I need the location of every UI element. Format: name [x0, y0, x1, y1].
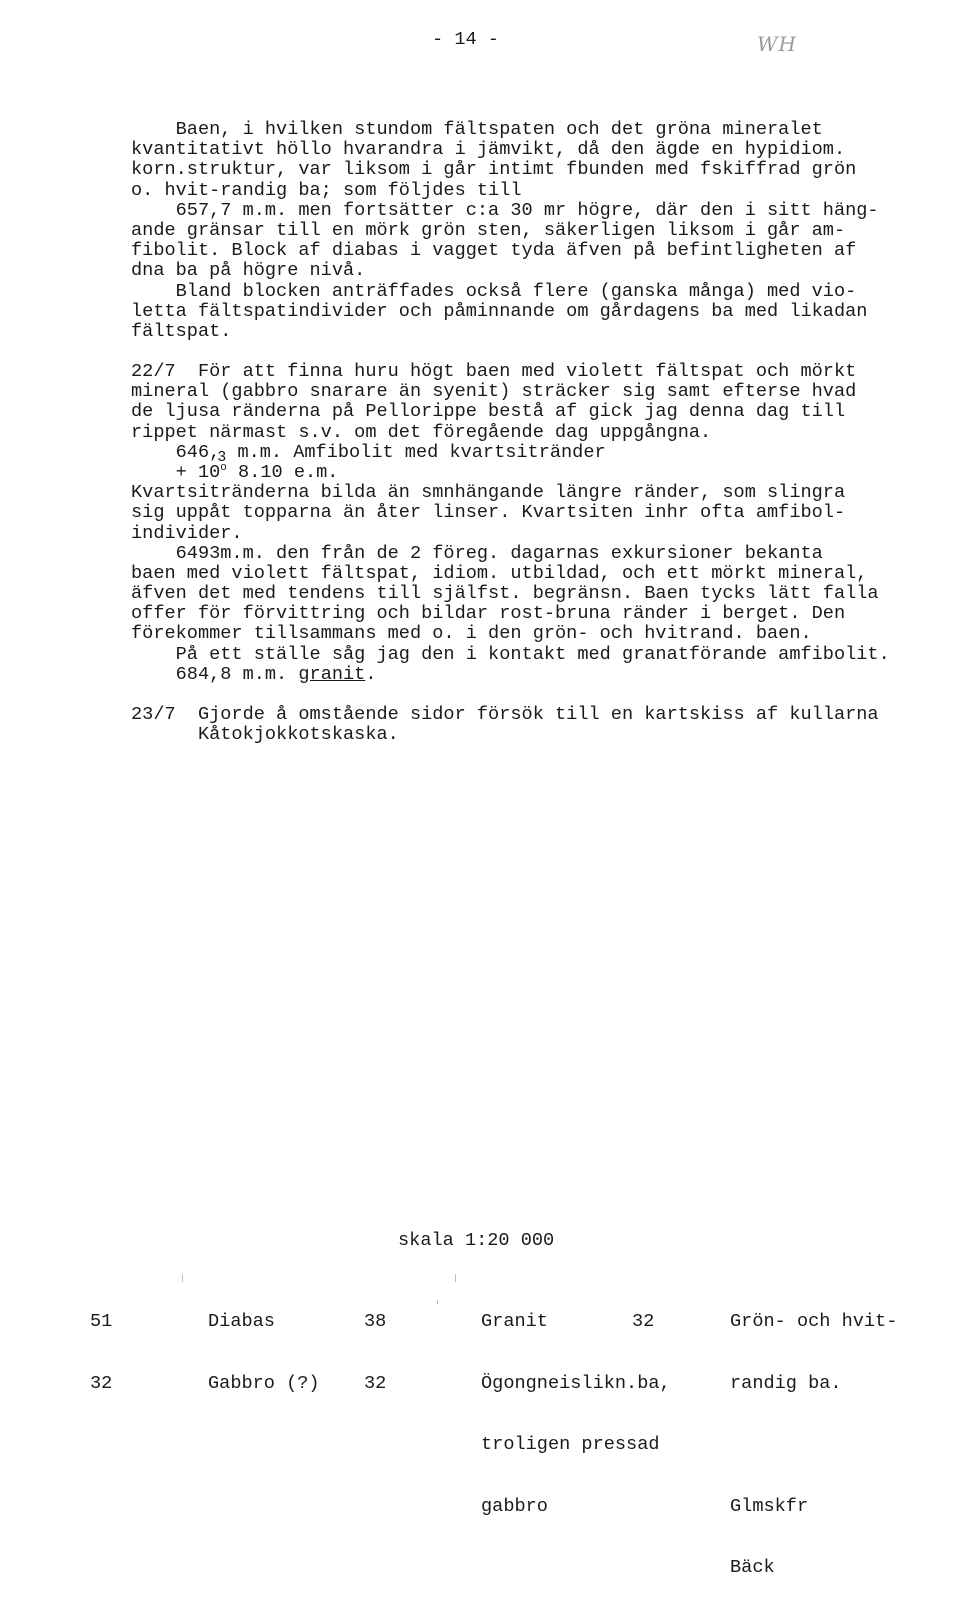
text-line-temperature — [131, 463, 931, 483]
legend-number: 51 — [90, 1311, 113, 1332]
text-line-684 — [131, 665, 931, 685]
text-line: Baen, i hvilken stundom fältspaten och det gröna mineralet — [131, 119, 823, 140]
text-line: kvantitativt höllo hvarandra i jämvikt, då den ägde en hypidiom. — [131, 139, 846, 161]
page-number: - 14 - — [432, 29, 499, 50]
map-scale: skala 1:20 000 — [398, 1230, 555, 1251]
paragraph-4 — [131, 705, 931, 745]
text-line: 23/7 Gjorde å omstående sidor försök till en kartskiss af kullarna — [131, 704, 879, 725]
legend-number: 32 — [364, 1372, 387, 1394]
legend-label: Ögongneislikn.ba, — [481, 1372, 671, 1394]
legend-label: randig ba. — [730, 1372, 842, 1394]
text-line: Kåtokjokkotskaska. — [131, 724, 399, 746]
legend-col4-labels — [730, 1271, 897, 1599]
text-line: fältspat. — [131, 320, 232, 342]
legend-col2-numbers — [364, 1271, 386, 1415]
time-note: 8.10 e.m. — [226, 461, 339, 483]
temperature: + 10 — [131, 461, 221, 483]
text-line: fibolit. Block af diabas i vagget tyda äfven på befintligheten af — [131, 240, 857, 262]
text-line: o. hvit-randig ba; som följdes till — [131, 179, 522, 201]
text-line: letta fältspatindivider och påminnande om gårdagens ba med likadan — [131, 300, 868, 322]
legend-label: gabbro — [481, 1495, 548, 1517]
legend-col1-numbers — [90, 1271, 112, 1415]
text-line: På ett ställe såg jag den i kontakt med granatförande amfibolit. — [131, 643, 890, 665]
paragraph-2 — [131, 362, 931, 685]
text-line-646 — [131, 441, 931, 466]
altitude-646: 646, — [131, 441, 221, 463]
text-line: korn.struktur, var liksom i går intimt fbunden med fskiffrad grön — [131, 159, 857, 181]
text-line: mineral (gabbro snarare än syenit) sträcker sig samt efterse hvad — [131, 381, 857, 403]
period: . — [365, 663, 377, 685]
legend-spacer — [730, 1435, 897, 1456]
handwritten-corner-mark: WH — [757, 32, 797, 56]
text-line: baen med violett fältspat, idiom. utbildad, och ett mörkt mineral, — [131, 562, 868, 584]
legend-label: Diabas — [208, 1311, 275, 1332]
text-line: förekommer tillsammans med o. i den grön- och hvitrand. baen. — [131, 623, 812, 645]
legend-label: troligen pressad — [481, 1434, 660, 1455]
text-line: de ljusa ränderna på Pellorippe bestå af gick jag denna dag till — [131, 401, 846, 423]
text-line: Kvartsitränderna bilda än smnhängande längre ränder, som slingra — [131, 482, 846, 504]
margin-tick — [437, 1300, 438, 1304]
legend-label: Gabbro (?) — [208, 1372, 320, 1394]
legend-label: Granit — [481, 1311, 548, 1332]
text-line: 6493m.m. den från de 2 föreg. dagarnas exkursioner bekanta — [131, 542, 823, 564]
margin-tick — [455, 1274, 456, 1282]
text-line: rippet närmast s.v. om det föregående dag uppgångna. — [131, 421, 712, 443]
altitude-646-note: m.m. Amfibolit med kvartsitränder — [226, 441, 606, 463]
altitude-684: 684,8 m.m. — [131, 663, 299, 685]
text-line: dna ba på högre nivå. — [131, 260, 366, 282]
text-line: äfven det med tendens till själfst. begränsn. Baen tycks lätt falla — [131, 583, 879, 605]
altitude-646-decimal: 3 — [217, 448, 227, 466]
legend-col3-numbers — [632, 1271, 654, 1353]
paragraph-1 — [131, 120, 931, 342]
legend-label: Glmskfr — [730, 1495, 809, 1517]
text-line: 22/7 För att finna huru högt baen med violett fältspat och mörkt — [131, 361, 857, 382]
legend-number: 32 — [90, 1372, 113, 1394]
text-line: offer för förvittring och bildar rost-bruna ränder i berget. Den — [131, 603, 846, 625]
margin-tick — [182, 1274, 183, 1282]
legend-col1-labels — [208, 1271, 320, 1415]
text-line: sig uppåt topparna än åter linser. Kvartsiten inhr ofta amfibol- — [131, 502, 846, 524]
degree-sign: o — [220, 461, 227, 474]
text-line: individer. — [131, 522, 243, 544]
legend-label: Grön- och hvit- — [730, 1311, 898, 1332]
text-line: ande gränsar till en mörk grön sten, säkerligen liksom i går am- — [131, 219, 846, 241]
text-line: 657,7 m.m. men fortsätter c:a 30 mr högre, där den i sitt häng- — [131, 199, 879, 221]
text-line: Bland blocken anträffades också flere (ganska många) med vio- — [131, 280, 857, 302]
granit-underlined: granit — [298, 663, 366, 685]
legend-label: Bäck — [730, 1557, 775, 1578]
legend-number: 32 — [632, 1311, 655, 1332]
legend-number: 38 — [364, 1311, 387, 1332]
